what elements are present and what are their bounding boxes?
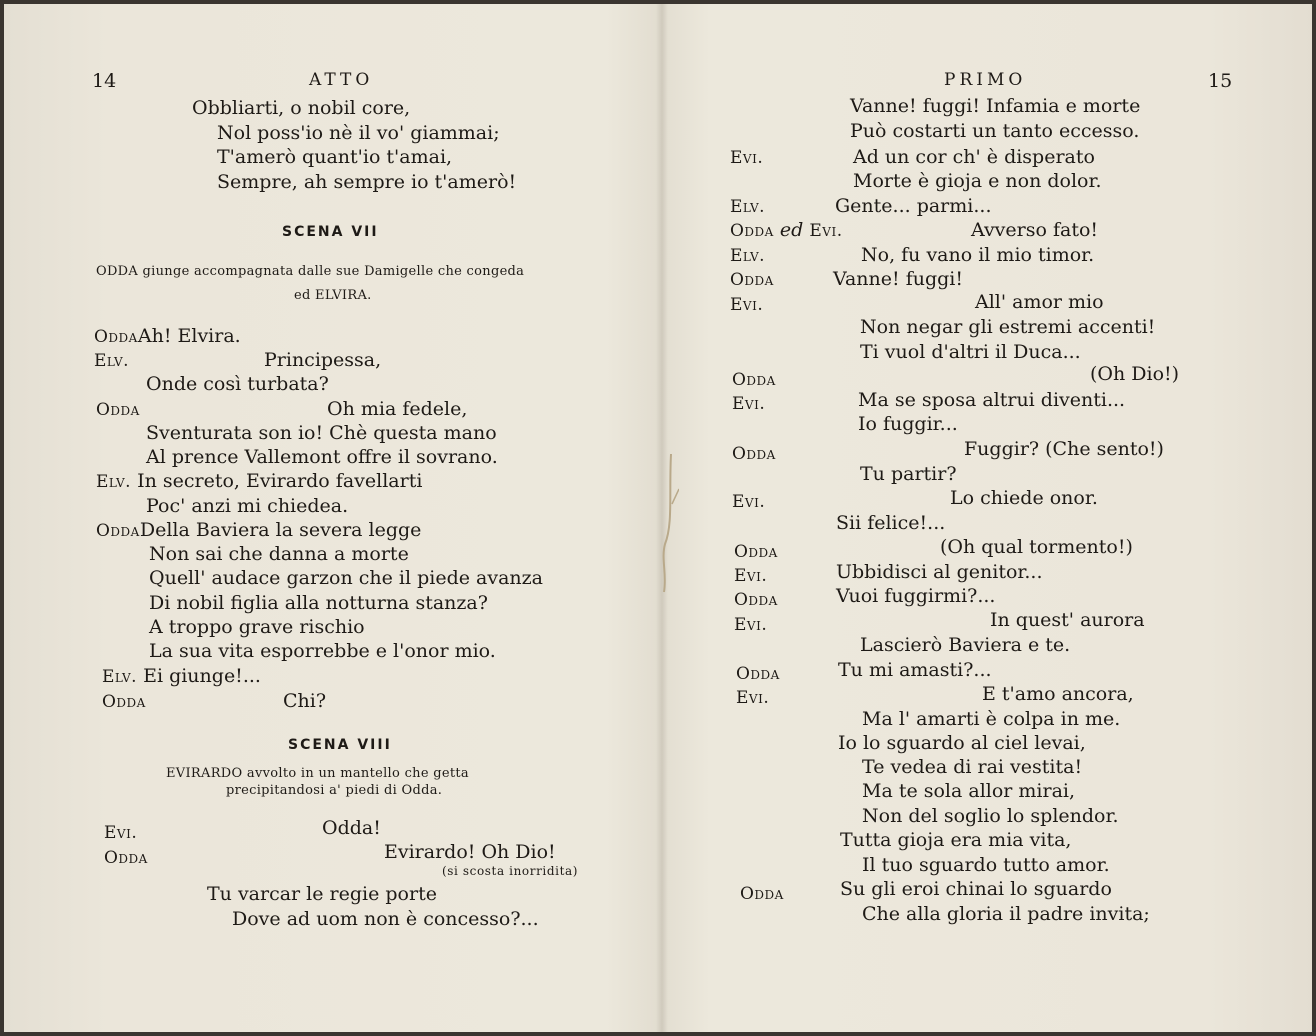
speaker-name: Elv. <box>730 246 766 266</box>
speaker-name: Elv. <box>730 197 766 217</box>
left-page <box>4 4 656 1032</box>
line-text: Quell' audace garzon che il piede avanza <box>149 567 543 589</box>
line-text: Sii felice!... <box>836 512 946 534</box>
line-text: Vanne! fuggi! Infamia e morte <box>850 95 1141 117</box>
speaker-name: Odda <box>740 884 784 904</box>
line-text: In quest' aurora <box>990 609 1145 631</box>
speaker-name: Evi. <box>730 148 764 168</box>
stage-direction: precipitandosi a' piedi di Odda. <box>226 783 443 798</box>
speaker-name: Odda <box>96 521 140 541</box>
speaker-name: Odda <box>732 444 776 464</box>
line-text: Al prence Vallemont offre il sovrano. <box>146 446 498 468</box>
book-spread <box>4 4 1312 1032</box>
speaker-name: Odda <box>734 590 778 610</box>
verse-line: Sempre, ah sempre io t'amerò! <box>217 171 517 193</box>
speaker-name: Evi. <box>104 823 138 843</box>
line-text: Poc' anzi mi chiedea. <box>146 495 349 517</box>
verse-line: Nol poss'io nè il vo' giammai; <box>217 122 500 144</box>
line-text: Che alla gloria il padre invita; <box>862 903 1150 925</box>
speaker-name: Evi. <box>809 221 843 241</box>
speaker-name: Odda <box>94 327 138 347</box>
line-text: Tutta gioja era mia vita, <box>840 829 1072 851</box>
line-text: Non sai che danna a morte <box>149 543 409 565</box>
scene-title: SCENA VIII <box>288 737 392 753</box>
line-text: In secreto, Evirardo favellarti <box>137 470 423 492</box>
line-text: Ei giunge!... <box>143 665 261 687</box>
line-text: Può costarti un tanto eccesso. <box>850 120 1140 142</box>
speaker-name: Evi. <box>730 295 764 315</box>
line-text: Ubbidisci al genitor... <box>836 561 1043 583</box>
speaker-name: Elv. <box>102 667 138 687</box>
line-text: Vanne! fuggi! <box>833 268 964 290</box>
dialogue-line <box>730 218 843 243</box>
line-text: All' amor mio <box>975 291 1104 313</box>
line-text: Io lo sguardo al ciel levai, <box>838 732 1086 754</box>
scene-title: SCENA VII <box>282 224 379 240</box>
line-text: Onde così turbata? <box>146 373 329 395</box>
line-text: Ma se sposa altrui diventi... <box>858 389 1126 411</box>
line-text: Vuoi fuggirmi?... <box>836 585 996 607</box>
stage-direction: EVIRARDO avvolto in un mantello che getta <box>166 766 469 781</box>
line-text: Ad un cor ch' è disperato <box>853 146 1095 168</box>
line-text: Della Baviera la severa legge <box>139 519 422 541</box>
right-page <box>668 4 1312 1032</box>
speaker-name: Odda <box>102 692 146 712</box>
verse-line: T'amerò quant'io t'amai, <box>217 146 453 168</box>
line-text: Avverso fato! <box>971 219 1099 241</box>
dialogue-line <box>102 664 261 689</box>
line-text: Ti vuol d'altri il Duca... <box>860 341 1081 363</box>
line-text: Ah! Elvira. <box>137 325 241 347</box>
speaker-name: Odda <box>734 542 778 562</box>
line-text: Su gli eroi chinai lo sguardo <box>840 878 1112 900</box>
running-head-right: PRIMO <box>944 70 1027 90</box>
line-text: Evirardo! Oh Dio! <box>384 841 556 863</box>
line-text: A troppo grave rischio <box>149 616 365 638</box>
speaker-name: Odda <box>104 848 148 868</box>
connector-word: ed <box>779 219 804 241</box>
speaker-name: Elv. <box>94 351 130 371</box>
speaker-name: Evi. <box>734 566 768 586</box>
speaker-name: Evi. <box>732 492 766 512</box>
line-text: Principessa, <box>264 349 382 371</box>
line-text: Tu partir? <box>860 463 957 485</box>
line-text: Lo chiede onor. <box>950 487 1098 509</box>
dialogue-line <box>96 518 421 543</box>
speaker-name: Odda <box>736 664 780 684</box>
line-text: Lascierò Baviera e te. <box>860 634 1071 656</box>
line-text: Gente... parmi... <box>835 195 992 217</box>
line-text: No, fu vano il mio timor. <box>861 244 1095 266</box>
page-number-left: 14 <box>92 70 117 92</box>
line-text: Te vedea di rai vestita! <box>862 756 1083 778</box>
line-text: Non negar gli estremi accenti! <box>860 316 1156 338</box>
line-text: La sua vita esporrebbe e l'onor mio. <box>149 640 496 662</box>
speaker-name: Evi. <box>734 615 768 635</box>
stage-direction: (si scosta inorridita) <box>442 864 579 878</box>
stage-direction: ed ELVIRA. <box>294 288 372 303</box>
line-text: Dove ad uom non è concesso?... <box>232 908 539 930</box>
speaker-name: Odda <box>730 221 774 241</box>
verse-line: Obbliarti, o nobil core, <box>192 97 411 119</box>
stage-direction: ODDA giunge accompagnata dalle sue Damigelle che congeda <box>96 264 525 279</box>
line-text: Fuggir? (Che sento!) <box>964 438 1164 460</box>
line-text: Oh mia fedele, <box>327 398 468 420</box>
line-text: Di nobil figlia alla notturna stanza? <box>149 592 488 614</box>
line-text: Tu varcar le regie porte <box>207 883 437 905</box>
line-text: Il tuo sguardo tutto amor. <box>862 854 1110 876</box>
line-text: Ma te sola allor mirai, <box>862 780 1076 802</box>
line-text: Io fuggir... <box>858 413 958 435</box>
line-text: (Oh Dio!) <box>1090 363 1180 385</box>
dialogue-line <box>94 324 241 349</box>
speaker-name: Evi. <box>732 394 766 414</box>
line-text: Morte è gioja e non dolor. <box>853 170 1102 192</box>
line-text: E t'amo ancora, <box>982 683 1134 705</box>
line-text: Sventurata son io! Chè questa mano <box>146 422 497 444</box>
speaker-name: Elv. <box>96 472 132 492</box>
line-text: Tu mi amasti?... <box>838 659 992 681</box>
speaker-name: Odda <box>732 370 776 390</box>
speaker-name: Evi. <box>736 688 770 708</box>
line-text: Ma l' amarti è colpa in me. <box>862 708 1121 730</box>
line-text: Chi? <box>283 690 327 712</box>
speaker-name: Odda <box>730 270 774 290</box>
line-text: Non del soglio lo splendor. <box>862 805 1119 827</box>
running-head-left: ATTO <box>309 70 374 90</box>
line-text: (Oh qual tormento!) <box>940 536 1133 558</box>
line-text: Odda! <box>322 817 381 839</box>
dialogue-line <box>96 469 422 494</box>
page-number-right: 15 <box>1208 70 1233 92</box>
speaker-name: Odda <box>96 400 140 420</box>
